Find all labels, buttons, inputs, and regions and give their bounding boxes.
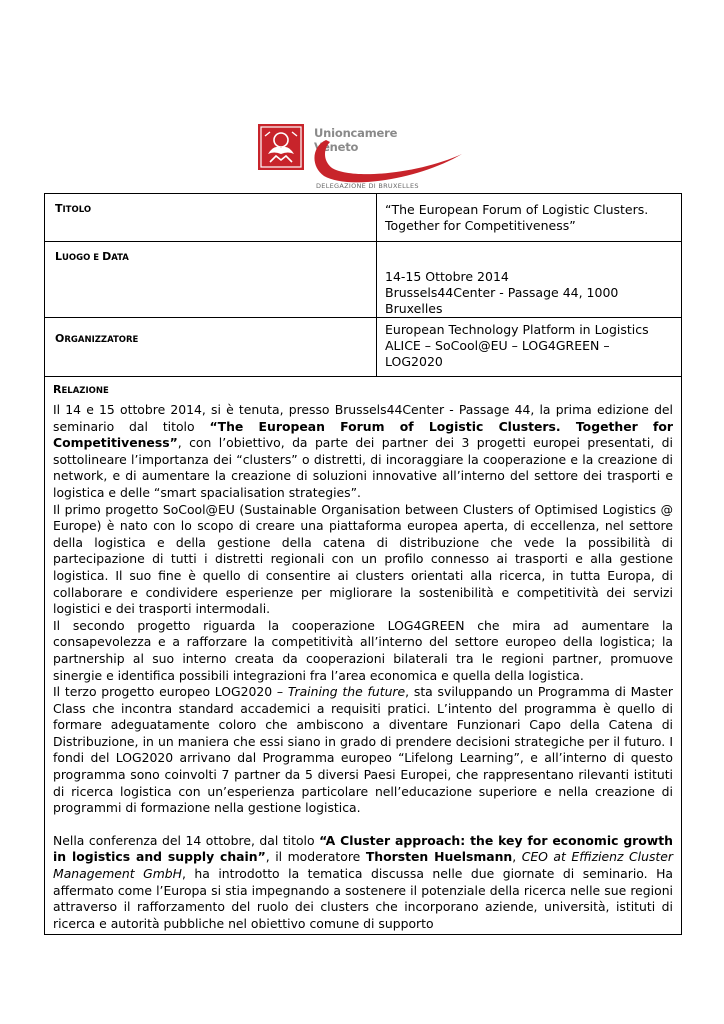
red-swoosh-icon [308, 136, 464, 184]
row-organizzatore [45, 318, 682, 377]
lion-of-st-mark-emblem-icon [258, 124, 304, 170]
value-organizzatore: European Technology Platform in Logistics ALICE – SoCool@EU – LOG4GREEN – LOG2020 [377, 318, 682, 377]
row-relazione [45, 377, 682, 935]
paragraph-log2020: Il terzo progetto europeo LOG2020 – Training the future, sta sviluppando un Programma di Master Class che incontra standard accademici a requisiti pratici. L’intento del programma è quello di formare adeguatamente coloro che ambiscono a diventare Funzionari Capo della Catena di Distribuzione, in un maniera che essi siano in grado di prendere decisioni strategiche per il futuro. I fondi del LOG2020 arrivano dal Programma europeo “Lifelong Learning”, e all’interno di questo programma sono coinvolti 7 partner da 5 diversi Paesi Europei, che rappresentano rilevanti istituti di ricerca logistica con un’esperienza particolare nell’educazione superiore e nella creazione di programmi di formazione nella gestione logistica. [53, 684, 674, 816]
value-luogo-data: 14-15 Ottobre 2014 Brussels44Center - Passage 44, 1000 Bruxelles [377, 242, 682, 318]
label-luogo-data: LUOGO E DATA [45, 242, 377, 318]
unioncamere-logo [258, 124, 468, 192]
label-relazione: RELAZIONE [53, 383, 109, 396]
row-titolo [45, 194, 682, 242]
brand-name-line1: Unioncamere [314, 126, 398, 140]
value-titolo: “The European Forum of Logistic Clusters. Together for Competitiveness” [377, 194, 682, 242]
label-organizzatore: ORGANIZZATORE [45, 318, 377, 377]
paragraph-conference: Nella conferenza del 14 ottobre, dal titolo “A Cluster approach: the key for economic growth in logistics and supply chain”, il moderatore Thorsten Huelsmann, CEO at Effizienz Cluster Management GmbH, ha introdotto la tematica discussa nelle due giornate di seminario. Ha affermato come l’Europa si stia impegnando a sostenere il potenziale della ricerca nelle sue regioni attraverso il rafforzamento del ruolo dei clusters che incorporano aziende, università, istituti di ricerca e autorità pubbliche nel obiettivo comune di supporto [53, 832, 674, 931]
brand-name-line2: Veneto [314, 140, 359, 154]
report-table [44, 193, 682, 935]
row-luogo-data [45, 242, 682, 318]
delegation-label: DELEGAZIONE DI BRUXELLES [316, 182, 419, 190]
label-titolo: TITOLO [45, 194, 377, 242]
paragraph-intro: Il 14 e 15 ottobre 2014, si è tenuta, presso Brussels44Center - Passage 44, la prima edizione del seminario dal titolo “The European Forum of Logistic Clusters. Together for Competitiveness”, con l’obiettivo, da parte dei partner dei 3 progetti europei presentati, di sottolineare l’importanza dei “clusters” o distretti, di incoraggiare la cooperazione e la creazione di network, e di aumentare la creazione di soluzioni innovative all’interno del settore dei trasporti e logistica e delle “smart spacialisation strategies”. [53, 402, 673, 500]
paragraph-log4green: Il secondo progetto riguarda la cooperazione LOG4GREEN che mira ad aumentare la consapevolezza e a rafforzare la competitività all’interno del settore europeo della logistica; la partnership al suo interno creata da cooperazioni bilaterali tra le regioni partner, promuove sinergie e identifica possibili integrazioni fra l’area economica e quella della logistica. [53, 617, 673, 683]
relazione-cell [45, 377, 682, 935]
paragraph-socool: Il primo progetto SoCool@EU (Sustainable Organisation between Clusters of Optimised Logistics @ Europe) è nato con lo scopo di creare una piattaforma europea aperta, di eccellenza, nel settore della logistica e della gestione della catena di distribuzione che vede la possibilità di partecipazione di tutti i distretti regionali con un profilo connesso ai trasporti e alla gestione logistica. Il suo fine è quello di consentire ai clusters orientati alla ricerca, in tutta Europa, di collaborare e condividere esperienze per migliorare la sostenibilità e competitività dei servizi logistici e dei trasporti intermodali. [53, 501, 673, 617]
